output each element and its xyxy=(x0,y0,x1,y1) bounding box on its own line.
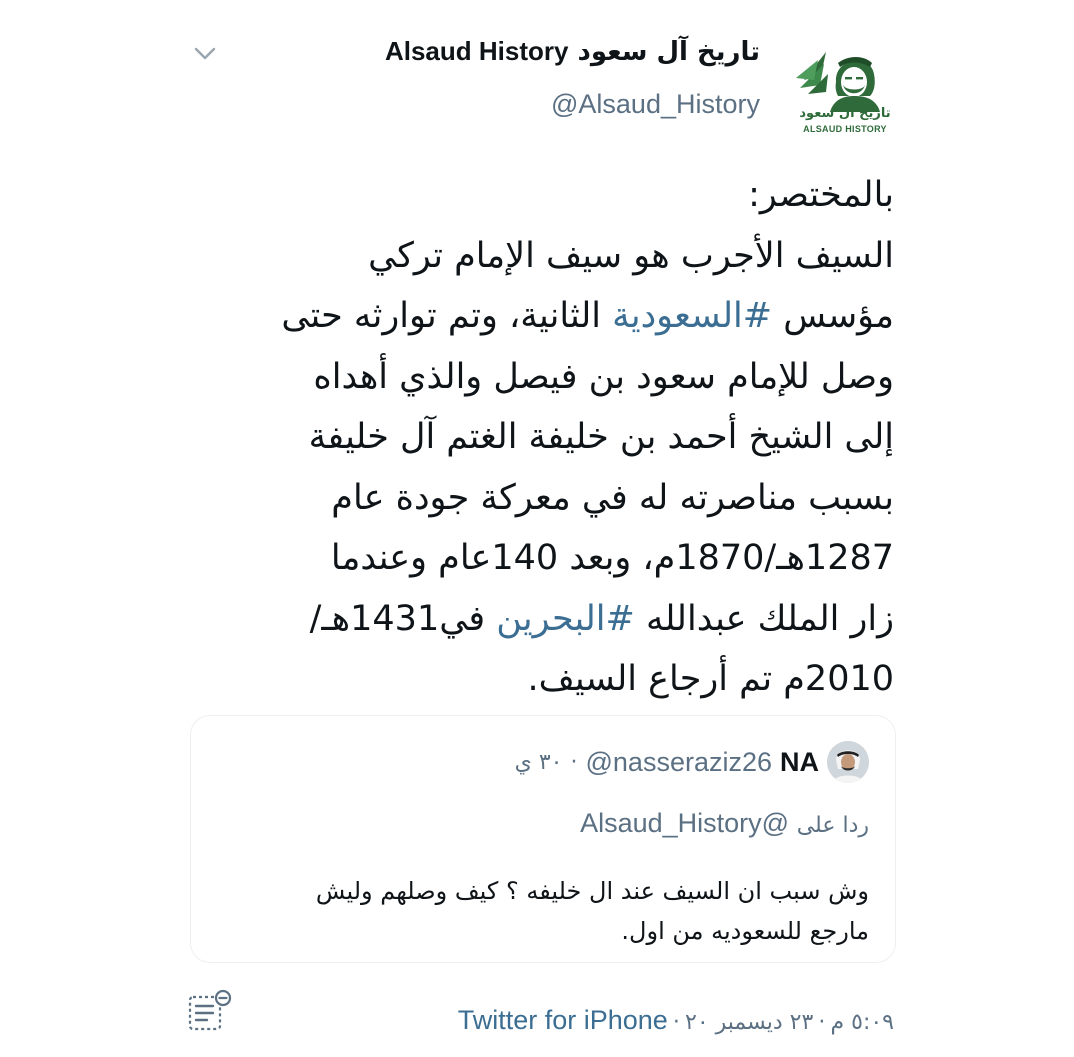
author-handle[interactable]: @Alsaud_History xyxy=(551,89,760,119)
meta-separator: · xyxy=(818,1010,826,1035)
tweet-text-segment: زار الملك عبدالله xyxy=(634,598,894,639)
quoted-text-line: مارجع للسعوديه من اول. xyxy=(621,917,869,945)
author-name-english: Alsaud History xyxy=(384,36,569,66)
tweet-text-segment: 2010م تم أرجاع السيف. xyxy=(527,659,894,699)
author-avatar[interactable] xyxy=(790,30,900,140)
tweet-text-line xyxy=(174,165,894,226)
tweet-text-line xyxy=(174,528,894,589)
tweet-text-line xyxy=(174,407,894,468)
analytics-icon xyxy=(185,988,237,1034)
tweet-text-segment: السيف الأجرب هو سيف الإمام تركي xyxy=(368,235,894,276)
tweet-date: ٢٣ ديسمبر ٢٠ xyxy=(685,1010,814,1035)
tweet-text-segment: في1431هـ/ xyxy=(309,598,497,639)
author-info[interactable] xyxy=(385,34,760,120)
tweet-menu-button[interactable] xyxy=(190,38,220,68)
tweet-text-segment: وصل للإمام سعود بن فيصل والذي أهداه xyxy=(313,356,894,397)
tweet-text-segment: بالمختصر: xyxy=(748,175,894,215)
logo-text-english: ALSAUD HISTORY xyxy=(803,124,887,134)
tweet-source-link[interactable]: Twitter for iPhone xyxy=(457,1005,668,1035)
tweet-text-segment: بسبب مناصرته له في معركة جودة عام xyxy=(331,477,894,518)
quoted-author-handle: @nasseraziz26 xyxy=(585,746,772,777)
quoted-tweet-text xyxy=(229,871,869,951)
tweet-analytics-button[interactable] xyxy=(185,988,237,1034)
person-avatar-icon xyxy=(827,741,869,783)
quoted-author-avatar[interactable] xyxy=(827,741,869,783)
tweet-text xyxy=(174,165,894,710)
hashtag-link[interactable]: #البحرين xyxy=(496,598,635,639)
logo-text-arabic: تاريخ آل سعود xyxy=(799,106,891,121)
tweet-text-line xyxy=(174,649,894,710)
replying-to-handle[interactable]: @Alsaud_History xyxy=(580,808,790,838)
replying-to-label: ردا على xyxy=(796,813,869,838)
author-name[interactable] xyxy=(385,34,760,69)
tweet-header xyxy=(180,18,900,138)
tweet-text-segment: مؤسس xyxy=(772,296,894,336)
tweet-text-segment: إلى الشيخ أحمد بن خليفة الغتم آل خليفة xyxy=(308,417,894,457)
meta-separator: · xyxy=(672,1010,680,1035)
tweet-time: ٥:٠٩ م xyxy=(830,1010,894,1035)
tweet-text-segment: 1287هـ/1870م، وبعد 140عام وعندما xyxy=(330,538,894,578)
tweet-text-line xyxy=(174,468,894,529)
tweet-text-line xyxy=(174,347,894,408)
replying-to-line xyxy=(580,808,869,839)
author-name-arabic: تاريخ آل سعود xyxy=(577,37,760,67)
quoted-tweet-header xyxy=(515,740,869,784)
tweet-text-line xyxy=(174,589,894,650)
quoted-timestamp: ٣٠ ي xyxy=(514,749,563,775)
quoted-separator: · xyxy=(570,749,578,775)
hashtag-link[interactable]: #السعودية xyxy=(612,296,773,336)
tweet-text-line xyxy=(174,286,894,347)
tweet-text-segment: الثانية، وتم توارثه حتى xyxy=(281,296,613,336)
tweet-text-line xyxy=(174,226,894,287)
chevron-down-icon xyxy=(190,38,220,68)
tweet-metadata xyxy=(458,1005,894,1036)
quoted-tweet-card[interactable] xyxy=(190,715,896,963)
quoted-text-line: وش سبب ان السيف عند ال خليفه ؟ كيف وصلهم وليش xyxy=(315,877,869,905)
quoted-author-name: NA xyxy=(780,746,819,777)
